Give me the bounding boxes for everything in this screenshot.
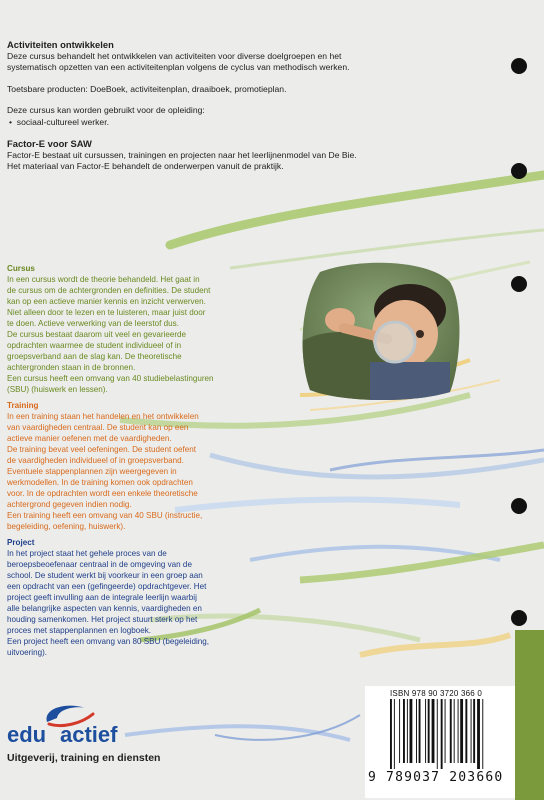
project-line: proces met stappenplannen en logboek.	[7, 626, 151, 635]
project-line: school. De student werkt bij voorkeur in een groep aan	[7, 571, 203, 580]
saw-text: Factor-E bestaat uit cursussen, trainingen en projecten naar het leerlijnenmodel van De Bie. Het materiaal van Factor-E behandelt de onderwerpen vanuit de praktijk.	[7, 149, 357, 171]
training-line: De training bevat veel oefeningen. De student oefent	[7, 445, 196, 454]
barcode-bar	[410, 699, 413, 763]
logo-tagline: Uitgeverij, training en diensten	[7, 752, 161, 764]
project-title: Project	[7, 538, 35, 547]
barcode-bar	[407, 699, 408, 763]
cursus-line: Niet alleen door te lezen en te luisteren, maar juist door	[7, 308, 206, 317]
punch-hole-1	[511, 58, 527, 74]
training-line: werkmodellen. In de training komen ook opdrachten	[7, 478, 193, 487]
barcode-bar	[458, 699, 459, 763]
cursus-line: De cursus bestaat daarom uit veel en gevarieerde	[7, 330, 187, 339]
barcode-bar	[425, 699, 426, 763]
isbn-label: ISBN 978 90 3720 366 0	[390, 689, 483, 698]
section-training	[7, 400, 352, 532]
barcode-bar	[399, 699, 400, 763]
cursus-line: groepsverband aan de slag kan. De theoretische	[7, 352, 182, 361]
training-line: Een training heeft een omvang van 40 SBU (instructie,	[7, 511, 203, 520]
training-line: de vaardigheden individueel of in groepsverband.	[7, 456, 184, 465]
barcode-bar	[465, 699, 467, 763]
barcode-bar	[460, 699, 463, 763]
logo-edu-text: edu	[7, 722, 47, 747]
barcode-bar	[471, 699, 472, 763]
punch-hole-2	[511, 163, 527, 179]
course-title: Activiteiten ontwikkelen	[7, 39, 114, 50]
logo-actief-text: actief	[60, 722, 118, 747]
barcode-bar	[477, 699, 480, 769]
barcode-bar	[441, 699, 443, 769]
barcode-bar	[432, 699, 435, 763]
barcode-bar	[482, 699, 483, 769]
training-line: In een training staan het handelen en het ontwikkelen	[7, 412, 199, 421]
barcode-bar	[390, 699, 392, 769]
cursus-line: de cursus om de achtergronden en definities. De student	[7, 286, 211, 295]
green-side-tab	[515, 630, 544, 800]
usable-for: Deze cursus kan worden gebruikt voor de opleiding:	[7, 105, 205, 115]
training-line: begeleiding, oefening, huiswerk).	[7, 522, 126, 531]
barcode-bar	[473, 699, 475, 763]
project-line: een opdracht van een (gefingeerde) opdrachtgever. Het	[7, 582, 207, 591]
barcode-bar	[419, 699, 421, 763]
section-cursus	[7, 263, 352, 395]
project-line: houding samenkomen. Het project stuurt sterk op het	[7, 615, 198, 624]
punch-hole-5	[511, 610, 527, 626]
barcode-bar	[394, 699, 395, 769]
barcode-bar	[445, 699, 446, 763]
cursus-line: kan op een actieve manier kennis en inzicht verwerven.	[7, 297, 206, 306]
project-line: beroepsbeoefenaar centraal in de omgeving van de	[7, 560, 192, 569]
barcode-bar	[454, 699, 455, 763]
cursus-line: Een cursus heeft een omvang van 40 studiebelastinguren	[7, 374, 214, 383]
barcode-bar	[428, 699, 430, 763]
project-line: Een project heeft een omvang van 80 SBU (begeleiding,	[7, 637, 210, 646]
project-line: In het project staat het gehele proces van de	[7, 549, 167, 558]
cursus-title: Cursus	[7, 264, 35, 273]
training-line: Eventuele stappenplannen zijn weergegeven in	[7, 467, 177, 476]
training-line: actieve manier oefenen met de vaardigheden.	[7, 434, 172, 443]
barcode-bars	[388, 699, 508, 769]
punch-hole-3	[511, 276, 527, 292]
project-line: alle belangrijke aspecten van kennis, vaardigheden en	[7, 604, 202, 613]
training-line: achtergrond gegeven indien nodig.	[7, 500, 132, 509]
testable-products: Toetsbare producten: DoeBoek, activiteitenplan, draaiboek, promotieplan.	[7, 83, 287, 94]
cursus-line: achtergronden staan in de bronnen.	[7, 363, 136, 372]
project-line: uitvoering).	[7, 648, 48, 657]
cursus-line: opdrachten waarmee de student individueel of in	[7, 341, 182, 350]
cursus-line: te doen. Actieve verwerking van de leerstof dus.	[7, 319, 179, 328]
training-line: van vaardigheden centraal. De student kan op een	[7, 423, 189, 432]
barcode-bar	[416, 699, 417, 763]
project-line: project geeft invulling aan de integrale leerlijn waarbij	[7, 593, 197, 602]
barcode-bar	[437, 699, 438, 769]
barcode-bar	[450, 699, 452, 763]
programme-bullet: • sociaal-cultureel werker.	[9, 116, 109, 127]
cursus-line: (SBU) (huiswerk en lessen).	[7, 385, 108, 394]
saw-title: Factor-E voor SAW	[7, 138, 92, 149]
training-line: voor. In de opdrachten wordt een enkele theoretische	[7, 489, 198, 498]
cursus-line: In een cursus wordt de theorie behandeld. Het gaat in	[7, 275, 200, 284]
training-title: Training	[7, 401, 39, 410]
punch-hole-4	[511, 498, 527, 514]
programme-bullet-text: sociaal-cultureel werker.	[16, 116, 109, 127]
section-project	[7, 537, 352, 658]
top-description	[7, 39, 357, 173]
barcode-bar	[403, 699, 405, 763]
isbn-digits: 9 789037 203660	[368, 770, 504, 785]
course-intro: Deze cursus behandelt het ontwikkelen van activiteiten voor diverse doelgroepen en het systematisch opzetten van een activiteitenplan volgens de cyclus van methodisch werken.	[7, 50, 350, 72]
